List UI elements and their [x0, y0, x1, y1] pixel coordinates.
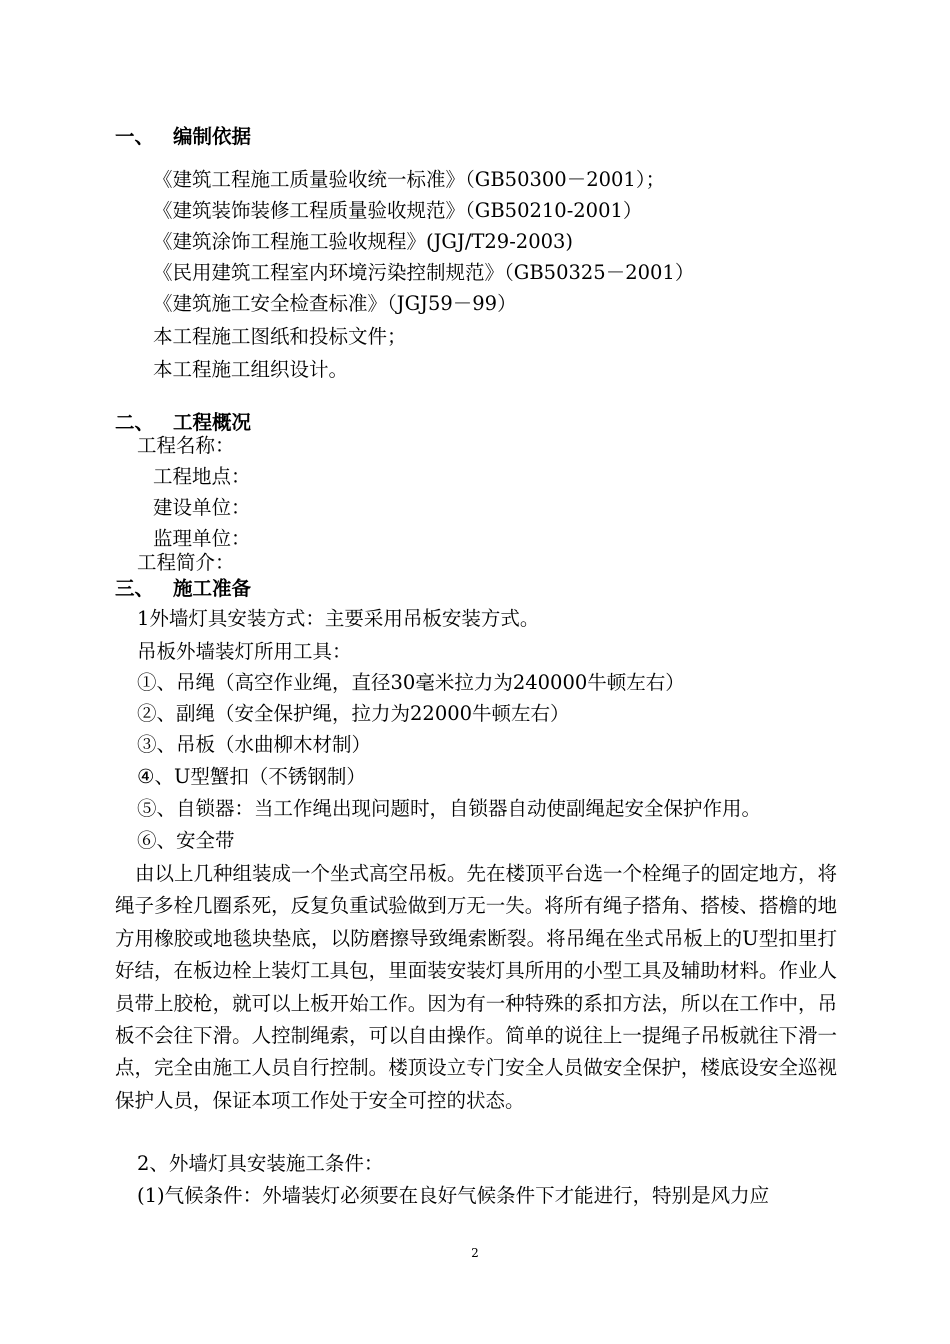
reference-item: 本工程施工图纸和投标文件； — [153, 325, 407, 348]
reference-item: 《建筑工程施工质量验收统一标准》（GB50300－2001）； — [153, 168, 666, 191]
tool-item: ④、U型蟹扣（不锈钢制） — [137, 765, 366, 788]
reference-item: 《民用建筑工程室内环境污染控制规范》（GB50325－2001） — [153, 261, 695, 284]
section-heading-3 — [115, 575, 251, 603]
section-number: 二、 — [115, 411, 155, 434]
tool-item: ③、吊板（水曲柳木材制） — [137, 733, 372, 756]
project-field: 工程地点： — [153, 465, 251, 488]
project-field: 工程名称： — [137, 434, 235, 457]
condition-item: (1)气候条件：外墙装灯必须要在良好气候条件下才能进行，特别是风力应 — [137, 1184, 770, 1207]
reference-item: 本工程施工组织设计。 — [153, 358, 349, 381]
tool-item: ①、吊绳（高空作业绳，直径30毫米拉力为240000牛顿左右） — [137, 671, 685, 694]
section-title: 施工准备 — [173, 577, 252, 600]
project-field: 建设单位： — [153, 496, 251, 519]
reference-item: 《建筑涂饰工程施工验收规程》(JGJ/T29-2003) — [153, 230, 574, 253]
tool-item: ⑤、自锁器：当工作绳出现问题时，自锁器自动使副绳起安全保护作用。 — [137, 797, 762, 820]
section-heading-1 — [115, 123, 251, 151]
install-method: 1外墙灯具安装方式：主要采用吊板安装方式。 — [137, 607, 540, 630]
page-number: 2 — [471, 1246, 479, 1260]
section-title: 编制依据 — [173, 125, 252, 148]
section-title: 工程概况 — [173, 411, 252, 434]
body-paragraph: 由以上几种组装成一个坐式高空吊板。先在楼顶平台选一个栓绳子的固定地方，将绳子多栓几圈系死，反复负重试验做到万无一失。将所有绳子搭角、搭棱、搭檐的地方用橡胶或地毯块垫底，以防磨擦导致绳索断裂。将吊绳在坐式吊板上的U型扣里打好结，在板边栓上装灯工具包，里面装安装灯具所用的小型工具及辅助材料。作业人员带上胶枪，就可以上板开始工作。因为有一种特殊的系扣方法，所以在工作中，吊板不会往下滑。人控制绳索，可以自由操作。简单的说往上一提绳子吊板就往下滑一点，完全由施工人员自行控制。楼顶设立专门安全人员做安全保护，楼底设安全巡视保护人员，保证本项工作处于安全可控的状态。 — [115, 862, 838, 1112]
tool-item: ②、副绳（安全保护绳，拉力为22000牛顿左右） — [137, 702, 570, 725]
section-number: 一、 — [115, 125, 155, 148]
project-field: 监理单位： — [153, 527, 251, 550]
conditions-heading: 2、外墙灯具安装施工条件： — [137, 1152, 384, 1175]
project-field: 工程简介： — [137, 551, 235, 574]
tools-intro: 吊板外墙装灯所用工具： — [137, 640, 352, 663]
tool-item: ⑥、安全带 — [137, 829, 235, 852]
reference-item: 《建筑装饰装修工程质量验收规范》（GB50210-2001） — [153, 199, 643, 222]
reference-item: 《建筑施工安全检查标准》（JGJ59－99） — [153, 292, 517, 315]
section-number: 三、 — [115, 577, 155, 600]
